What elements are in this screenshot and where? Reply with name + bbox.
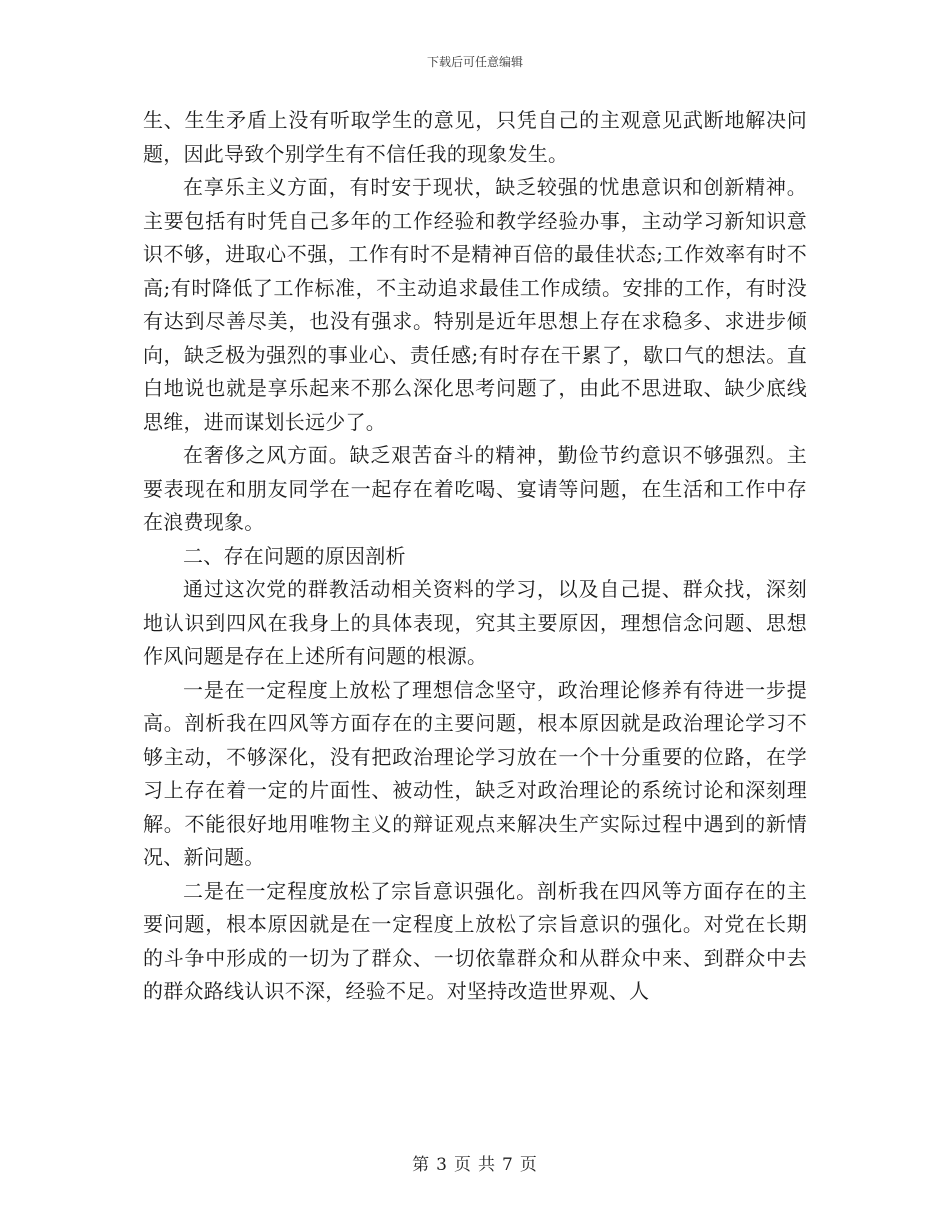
footer-total-pages: 7 xyxy=(502,1155,514,1175)
document-body xyxy=(143,104,807,1009)
page-header: 下载后可任意编辑 xyxy=(426,55,523,69)
page-footer xyxy=(0,1154,950,1176)
footer-current-page: 3 xyxy=(436,1155,448,1175)
paragraph-extravagance: 在奢侈之风方面。缺乏艰苦奋斗的精神，勤俭节约意识不够强烈。主要表现在和朋友同学在一起存在着吃喝、宴请等问题，在生活和工作中存在浪费现象。 xyxy=(143,443,807,534)
paragraph-continuation: 生、生生矛盾上没有听取学生的意见，只凭自己的主观意见武断地解决问题，因此导致个别学生有不信任我的现象发生。 xyxy=(143,108,807,166)
section-heading-cause-analysis: 二、存在问题的原因剖析 xyxy=(183,543,406,568)
footer-label-end: 页 xyxy=(519,1155,538,1175)
paragraph-study-summary: 通过这次党的群教活动相关资料的学习，以及自己提、群众找，深刻地认识到四风在我身上的具体表现，究其主要原因，理想信念问题、思想作风问题是存在上述所有问题的根源。 xyxy=(143,577,807,668)
footer-label-of: 页 xyxy=(454,1155,472,1175)
paragraph-point-two: 二是在一定程度放松了宗旨意识强化。剖析我在四风等方面存在的主要问题，根本原因就是在一定程度上放松了宗旨意识的强化。对党在长期的斗争中形成的一切为了群众、一切依靠群众和从群众中来、到群众中去的群众路线认识不深，经验不足。对坚持改造世界观、人 xyxy=(143,878,807,1003)
paragraph-point-one: 一是在一定程度上放松了理想信念坚守，政治理论修养有待进一步提高。剖析我在四风等方面存在的主要问题，根本原因就是政治理论学习不够主动，不够深化，没有把政治理论学习放在一个十分重要的位路，在学习上存在着一定的片面性、被动性，缺乏对政治理论的系统讨论和深刻理解。不能很好地用唯物主义的辩证观点来解决生产实际过程中遇到的新情况、新问题。 xyxy=(143,677,807,869)
footer-label-total: 共 xyxy=(478,1155,496,1175)
paragraph-hedonism: 在享乐主义方面，有时安于现状，缺乏较强的忧患意识和创新精神。主要包括有时凭自己多年的工作经验和教学经验办事，主动学习新知识意识不够，进取心不强，工作有时不是精神百倍的最佳状态;工作效率有时不高;有时降低了工作标准，不主动追求最佳工作成绩。安排的工作，有时没有达到尽善尽美，也没有强求。特别是近年思想上存在求稳多、求进步倾向，缺乏极为强烈的事业心、责任感;有时存在干累了，歇口气的想法。直白地说也就是享乐起来不那么深化思考问题了，由此不思进取、缺少底线思维，进而谋划长远少了。 xyxy=(143,175,807,434)
footer-label-page: 第 xyxy=(412,1155,431,1175)
